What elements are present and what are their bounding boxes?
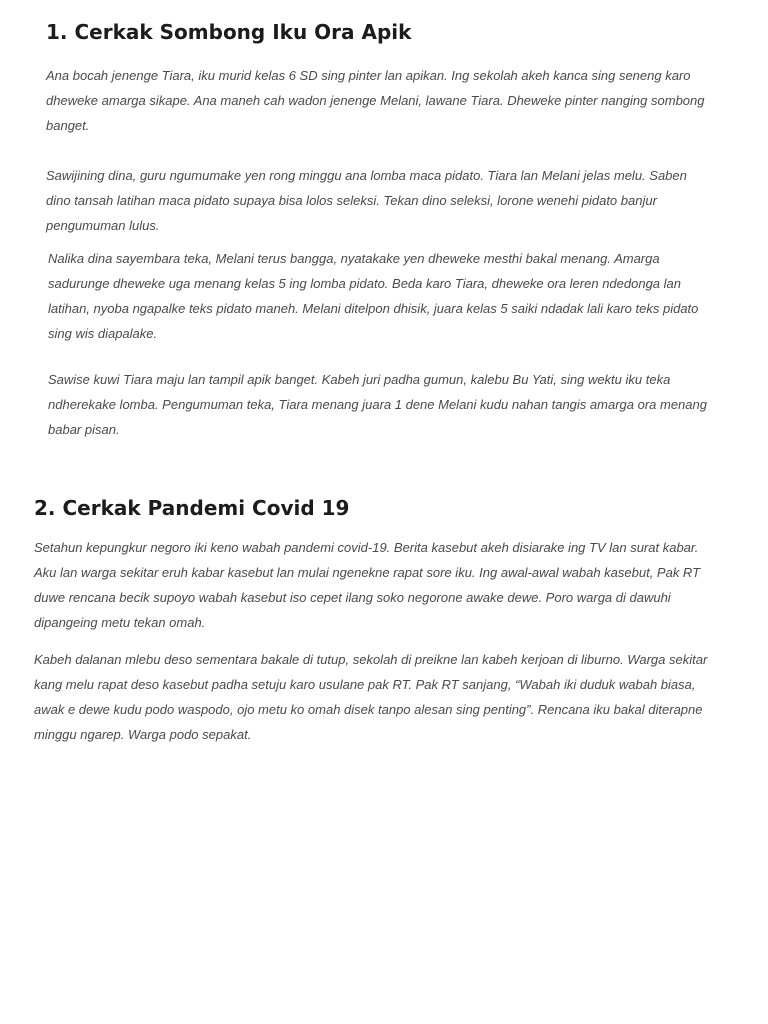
story-1-paragraph-1: Ana bocah jenenge Tiara, iku murid kelas 6 SD sing pinter lan apikan. Ing sekolah akeh kanca sing seneng karo dheweke amarga sikape. Ana maneh cah wadon jenenge Melani, lawane Tiara. Dheweke pinter nanging sombong banget.	[46, 68, 705, 133]
story-1-paragraph-2: Sawijining dina, guru ngumumake yen rong minggu ana lomba maca pidato. Tiara lan Melani jelas melu. Saben dino tansah latihan maca pidato supaya bisa lolos seleksi. Tekan dino seleksi, lorone wenehi pidato banjur pengumuman lulus.	[46, 168, 687, 233]
story-1-paragraph-3: Nalika dina sayembara teka, Melani terus bangga, nyatakake yen dheweke mesthi bakal menang. Amarga sadurunge dheweke uga menang kelas 5 ing lomba pidato. Beda karo Tiara, dheweke ora leren ndedonga lan latihan, nyoba ngapalke teks pidato maneh. Melani ditelpon dhisik, juara kelas 5 saiki ndadak lali karo teks pidato sing wis diapalake.	[48, 251, 699, 341]
story-title-1: 1. Cerkak Sombong Iku Ora Apik	[46, 20, 412, 44]
story-2-paragraph-2: Kabeh dalanan mlebu deso sementara bakale di tutup, sekolah di preikne lan kabeh kerjoan di liburno. Warga sekitar kang melu rapat deso kasebut padha setuju karo usulane pak RT. Pak RT sanjang, “Wabah iki duduk wabah biasa, awak e dewe kudu podo waspodo, ojo metu ko omah disek tanpo alesan sing penting”. Rencana iku bakal diterapne minggu ngarep. Warga podo sepakat.	[34, 652, 708, 742]
story-1-paragraph-4: Sawise kuwi Tiara maju lan tampil apik banget. Kabeh juri padha gumun, kalebu Bu Yati, sing wektu iku teka ndherekake lomba. Pengumuman teka, Tiara menang juara 1 dene Melani kudu nahan tangis amarga ora menang babar pisan.	[48, 372, 707, 437]
story-title-2: 2. Cerkak Pandemi Covid 19	[34, 496, 350, 520]
story-2-paragraph-1: Setahun kepungkur negoro iki keno wabah pandemi covid-19. Berita kasebut akeh disiarake ing TV lan surat kabar. Aku lan warga sekitar eruh kabar kasebut lan mulai ngenekne rapat sore iku. Ing awal-awal wabah kasebut, Pak RT duwe rencana becik supoyo wabah kasebut iso cepet ilang soko negorone awake dewe. Poro warga di dawuhi dipangeing metu tekan omah.	[34, 540, 701, 630]
